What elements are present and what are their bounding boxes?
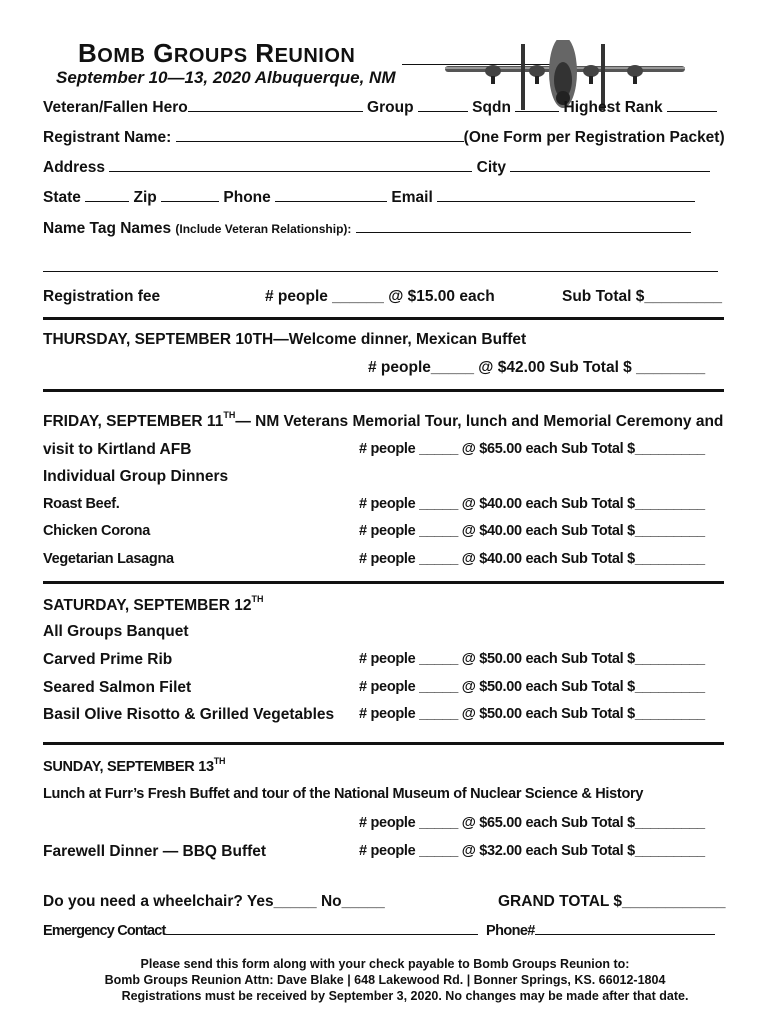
sunday-heading-sup: TH [213, 756, 226, 766]
group-input[interactable] [418, 99, 468, 112]
grand-total[interactable]: GRAND TOTAL $____________ [498, 893, 726, 910]
menu-item-name: Roast Beef. [43, 496, 120, 512]
farewell-line[interactable]: # people _____ @ $32.00 each Sub Total $_________ [359, 843, 705, 859]
nametag-input-line[interactable] [43, 271, 718, 272]
lunch-line[interactable]: # people _____ @ $65.00 each Sub Total $_________ [359, 815, 705, 831]
divider [43, 389, 724, 392]
city-label: City [476, 159, 506, 176]
page-title [78, 38, 355, 69]
state-row [43, 189, 695, 207]
thursday-line[interactable]: # people_____ @ $42.00 Sub Total $ ________ [368, 359, 706, 376]
title-part: G [153, 38, 174, 68]
zip-label: Zip [133, 189, 157, 206]
menu-item-name: Carved Prime Rib [43, 651, 173, 668]
friday-heading-text: FRIDAY, SEPTEMBER 11 [43, 413, 224, 430]
title-part: EUNION [274, 45, 356, 67]
banquet-label: All Groups Banquet [43, 623, 189, 640]
event-subtitle: September 10—13, 2020 Albuquerque, NM [56, 68, 396, 87]
group-label: Group [367, 99, 414, 116]
visit-line[interactable]: # people _____ @ $65.00 each Sub Total $_________ [359, 441, 705, 457]
sunday-heading-text: SUNDAY, SEPTEMBER 13 [43, 759, 214, 775]
veteran-input[interactable] [188, 99, 363, 112]
registrant-note: (One Form per Registration Packet) [463, 129, 725, 146]
divider [43, 581, 724, 584]
phone-input[interactable] [275, 189, 387, 202]
emergency-phone-row [486, 922, 715, 939]
emergency-input[interactable] [166, 922, 478, 935]
state-label: State [43, 189, 81, 206]
menu-item-line[interactable]: # people _____ @ $50.00 each Sub Total $_________ [359, 651, 705, 667]
veteran-label: Veteran/Fallen Hero [43, 99, 188, 116]
emergency-row [43, 922, 478, 939]
note-line: Registrations must be received by September 3, 2020. No changes may be made after that date. [121, 989, 689, 1003]
menu-item-name: Seared Salmon Filet [43, 679, 192, 696]
registrant-label: Registrant Name: [43, 129, 172, 146]
email-label: Email [391, 189, 433, 206]
menu-item-line[interactable]: # people _____ @ $40.00 each Sub Total $_________ [359, 523, 705, 539]
saturday-heading [43, 594, 264, 615]
registrant-input[interactable] [176, 129, 464, 142]
friday-heading [43, 410, 724, 431]
note-line: Bomb Groups Reunion Attn: Dave Blake | 648 Lakewood Rd. | Bonner Springs, KS. 66012-1804 [104, 973, 666, 987]
nametag-input[interactable] [356, 220, 691, 233]
fee-label: Registration fee [43, 288, 161, 305]
fee-people[interactable]: # people ______ @ $15.00 each [265, 288, 495, 305]
veteran-row [43, 99, 717, 117]
menu-item-line[interactable]: # people _____ @ $40.00 each Sub Total $_________ [359, 551, 705, 567]
farewell-label: Farewell Dinner — BBQ Buffet [43, 843, 267, 860]
menu-item-line[interactable]: # people _____ @ $50.00 each Sub Total $_________ [359, 706, 705, 722]
registrant-row [43, 129, 725, 147]
divider [43, 317, 724, 320]
title-part: OMB [97, 45, 146, 67]
title-part: R [255, 38, 275, 68]
address-row [43, 159, 710, 177]
lunch-label: Lunch at Furr’s Fresh Buffet and tour of the National Museum of Nuclear Science & History [43, 786, 644, 802]
address-input[interactable] [109, 159, 472, 172]
emergency-phone-label: Phone# [486, 923, 535, 939]
menu-item-name: Chicken Corona [43, 523, 150, 539]
thursday-heading: THURSDAY, SEPTEMBER 10TH—Welcome dinner, Mexican Buffet [43, 331, 527, 348]
phone-label: Phone [223, 189, 271, 206]
address-label: Address [43, 159, 106, 176]
nametag-label: Name Tag Names [43, 220, 172, 237]
saturday-heading-text: SATURDAY, SEPTEMBER 12 [43, 597, 252, 614]
saturday-heading-sup: TH [251, 594, 264, 604]
nametag-note: (Include Veteran Relationship): [175, 222, 352, 236]
emergency-phone-input[interactable] [535, 922, 715, 935]
nametag-row [43, 220, 691, 238]
divider [43, 742, 724, 745]
title-part: B [78, 38, 98, 68]
friday-heading-sup: TH [223, 410, 236, 420]
menu-item-name: Basil Olive Risotto & Grilled Vegetables [43, 706, 335, 723]
email-input[interactable] [437, 189, 695, 202]
emergency-label: Emergency Contact [43, 923, 166, 939]
wheelchair-question[interactable]: Do you need a wheelchair? Yes_____ No_____ [43, 893, 385, 910]
menu-item-line[interactable]: # people _____ @ $40.00 each Sub Total $_________ [359, 496, 705, 512]
state-input[interactable] [85, 189, 129, 202]
rank-input[interactable] [667, 99, 717, 112]
city-input[interactable] [510, 159, 710, 172]
menu-item-line[interactable]: # people _____ @ $50.00 each Sub Total $_________ [359, 679, 705, 695]
menu-item-name: Vegetarian Lasagna [43, 551, 174, 567]
fee-subtotal[interactable]: Sub Total $_________ [562, 288, 722, 305]
rank-label: Highest Rank [563, 99, 663, 116]
zip-input[interactable] [161, 189, 219, 202]
sunday-heading [43, 756, 226, 775]
friday-heading-rest: — NM Veterans Memorial Tour, lunch and Memorial Ceremony and [235, 413, 724, 430]
sqdn-label: Sqdn [472, 99, 511, 116]
note-line: Please send this form along with your check payable to Bomb Groups Reunion to: [140, 957, 630, 971]
dinners-label: Individual Group Dinners [43, 468, 229, 485]
visit-label: visit to Kirtland AFB [43, 441, 192, 458]
title-part: ROUPS [173, 45, 248, 67]
sqdn-input[interactable] [515, 99, 559, 112]
